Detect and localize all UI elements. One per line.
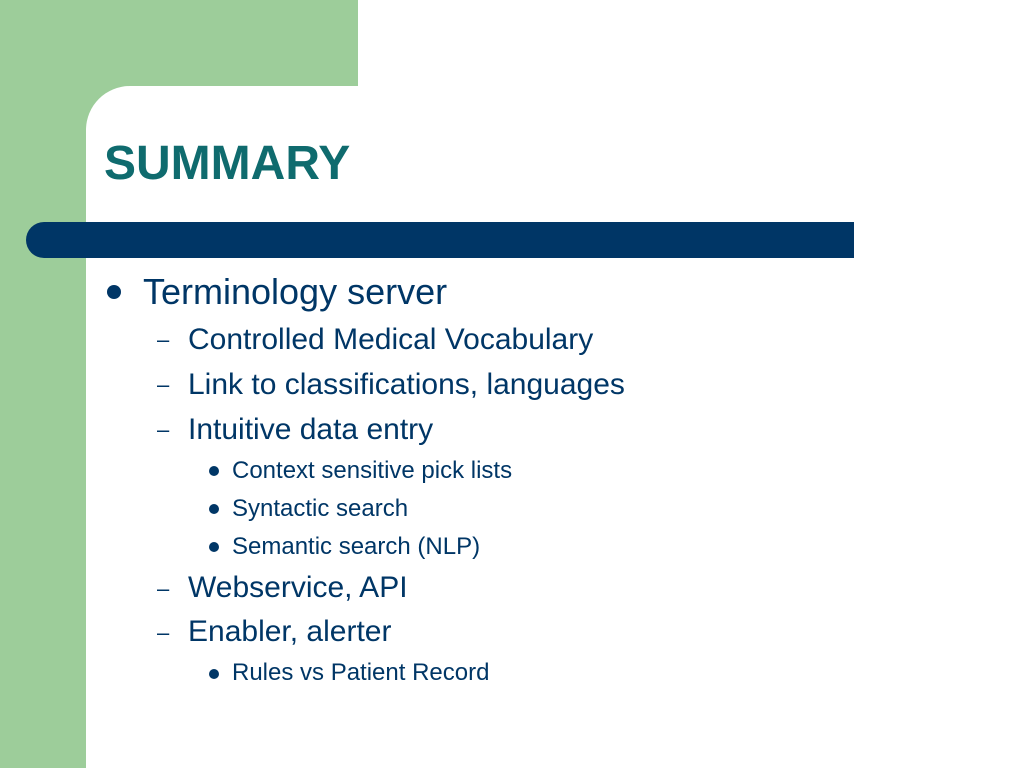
dash-icon: – (157, 417, 170, 442)
bullet-semantic-search: Semantic search (NLP) (232, 533, 481, 560)
slide-title: SUMMARY (104, 137, 351, 190)
dash-icon: – (157, 372, 170, 397)
bullet-controlled-medical-vocabulary: Controlled Medical Vocabulary (188, 323, 594, 356)
bullet-terminology-server: Terminology server (143, 271, 448, 312)
bullet-intuitive-data-entry: Intuitive data entry (188, 413, 434, 446)
title-underline-bar (26, 222, 854, 258)
dash-icon: – (157, 327, 170, 352)
bullet-context-sensitive-pick-lists: Context sensitive pick lists (232, 457, 513, 484)
bullet-syntactic-search: Syntactic search (232, 495, 409, 522)
bullet-webservice-api: Webservice, API (188, 571, 408, 604)
bullet-rules-vs-patient-record: Rules vs Patient Record (232, 659, 490, 686)
bullet-link-to-classifications: Link to classifications, languages (188, 368, 625, 401)
bullet-enabler-alerter: Enabler, alerter (188, 615, 392, 648)
dash-icon: – (157, 620, 170, 645)
dash-icon: – (157, 576, 170, 601)
